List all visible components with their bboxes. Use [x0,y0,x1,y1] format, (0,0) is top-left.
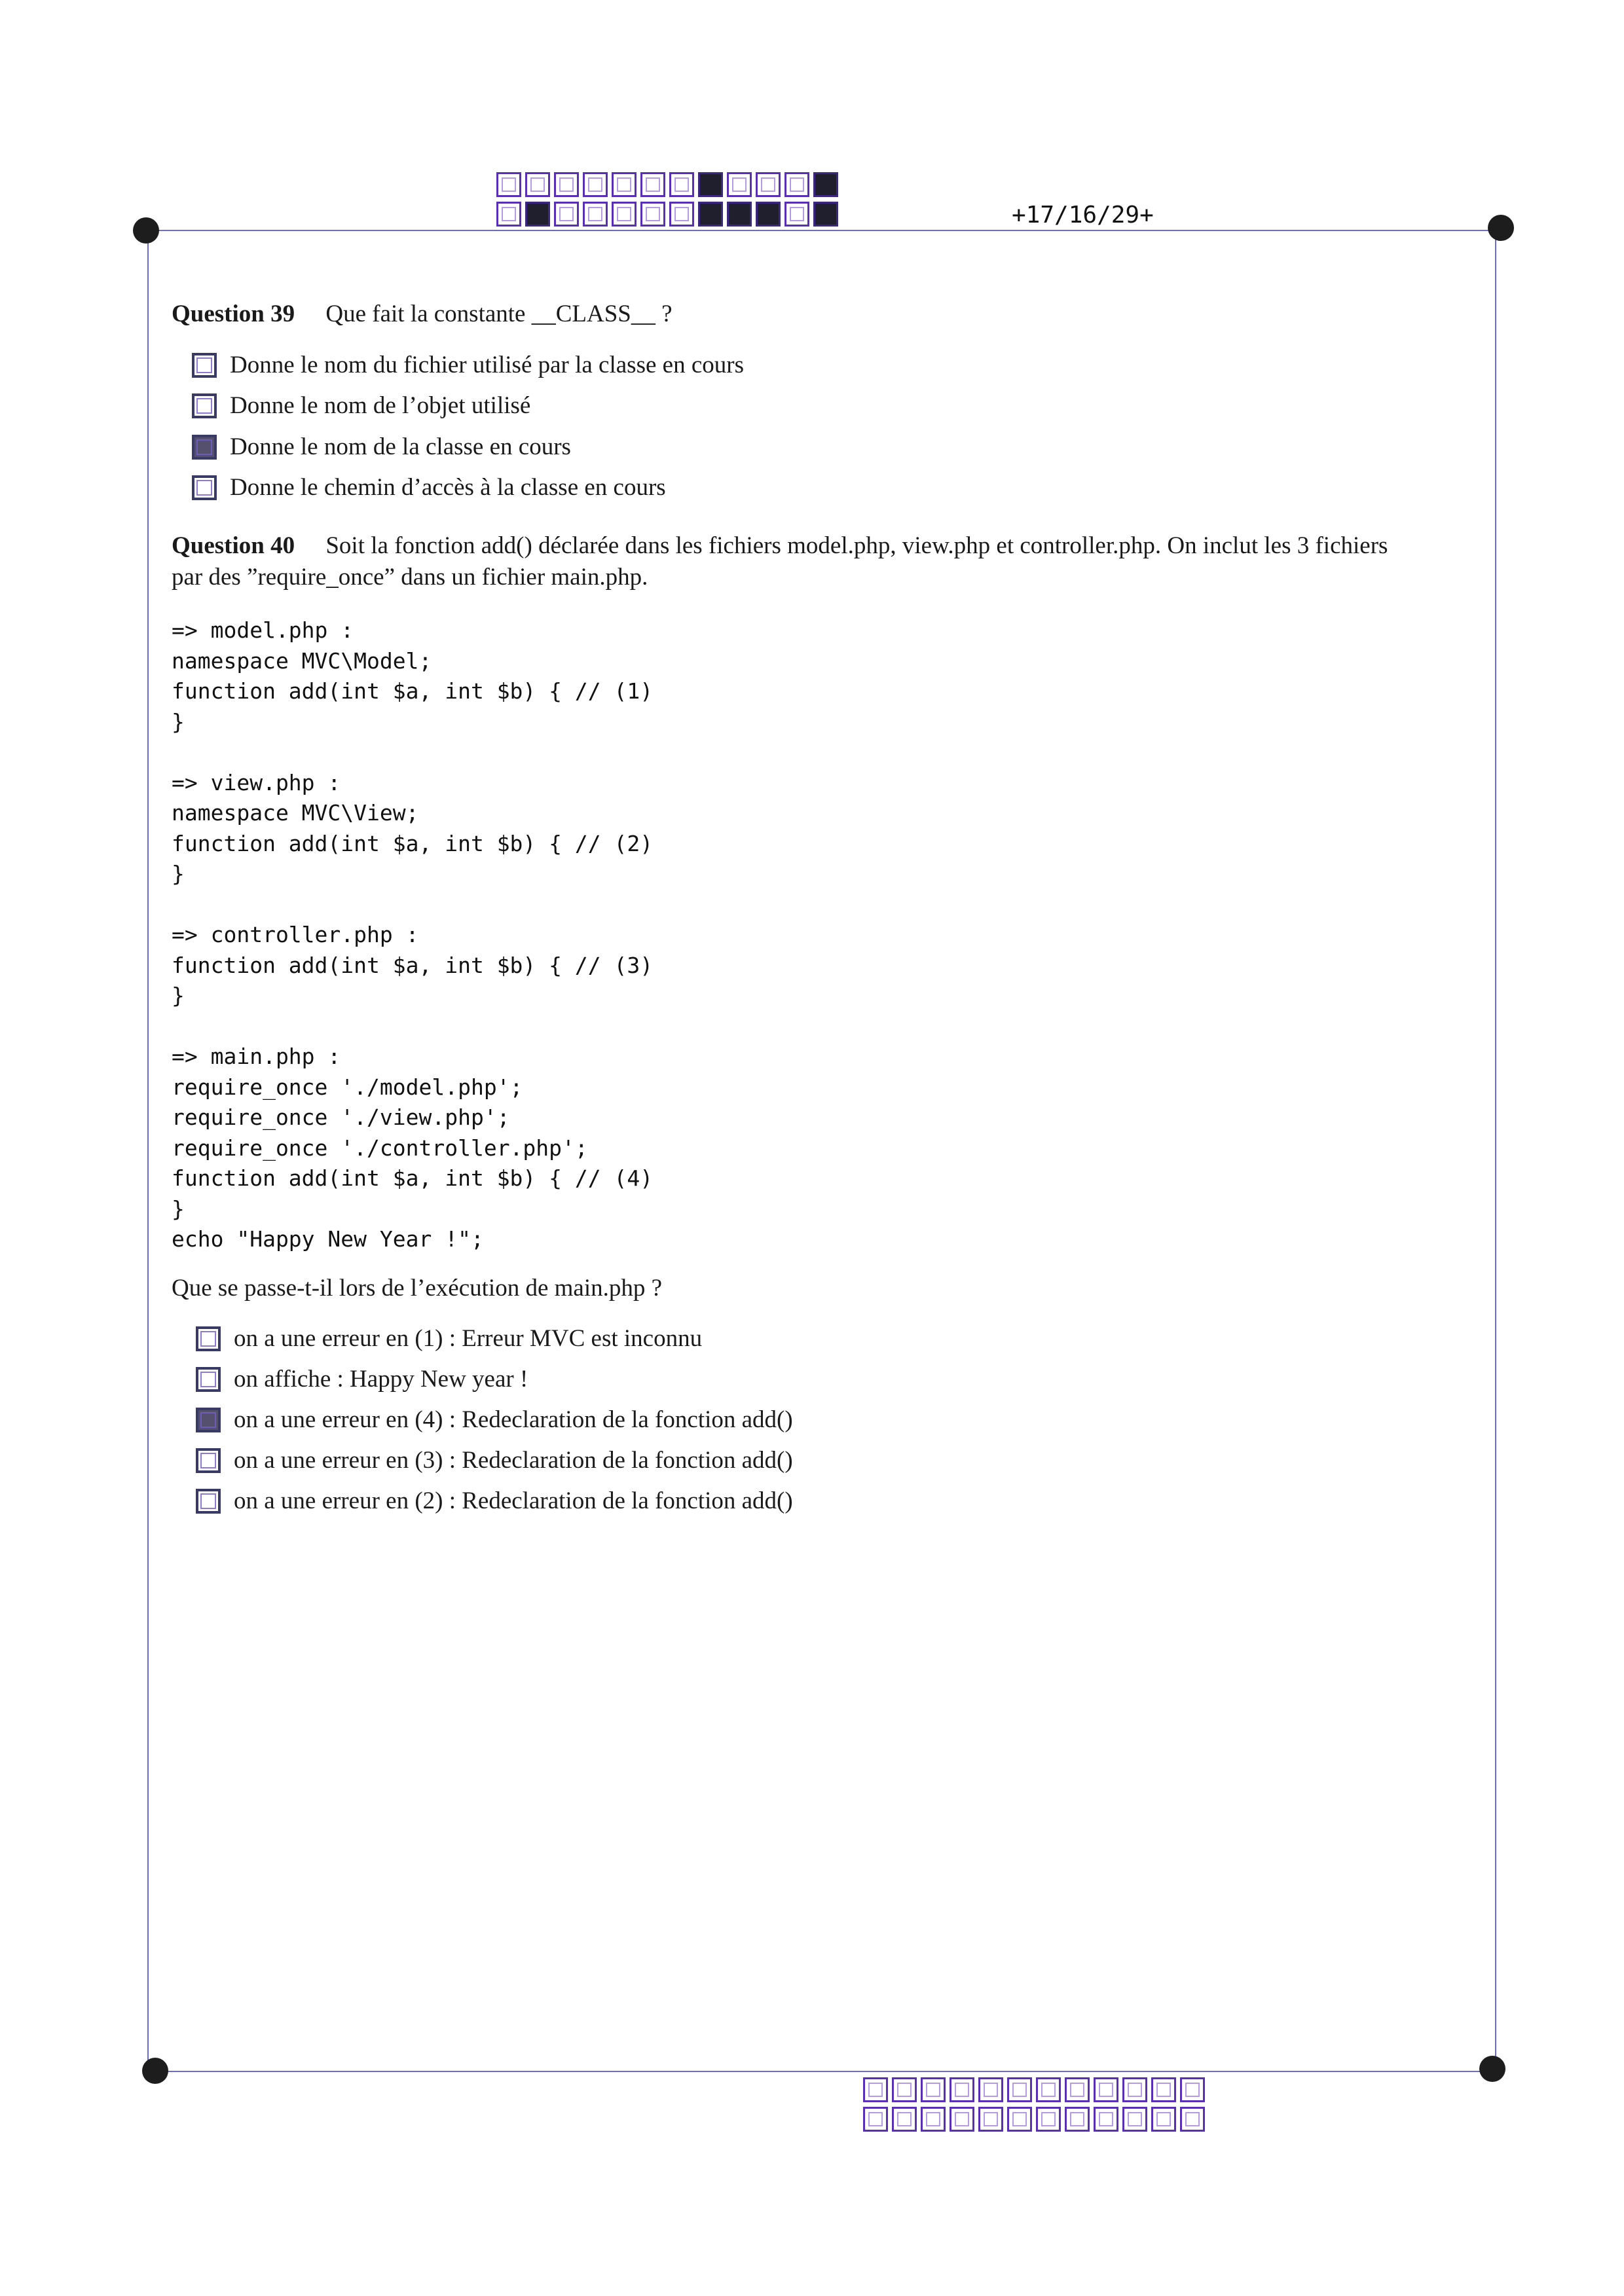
bottom-code-cell [950,2077,974,2102]
question-40-prompt: Que se passe-t-il lors de l’exécution de main.php ? [172,1275,663,1302]
q40-answer-5-text: on a une erreur en (2) : Redeclaration de la fonction add() [234,1487,793,1514]
q39-checkbox-1[interactable] [192,353,217,378]
page-id: +17/16/29+ [1012,202,1154,228]
q40-answer-5[interactable] [196,1487,793,1515]
top-code-cell [784,172,809,197]
question-40-text-line-1: Soit la fonction add() déclarée dans les fichiers model.php, view.php et controller.php. On inclut les 3 fichiers [325,532,1388,559]
top-code-cell [554,172,579,197]
top-code-cell [583,172,608,197]
bottom-code-cell [1151,2077,1176,2102]
top-code-cell [525,172,550,197]
q40-answer-4[interactable] [196,1446,793,1474]
bottom-code-cell [1065,2077,1090,2102]
q39-answer-1-text: Donne le nom du fichier utilisé par la classe en cours [230,352,744,378]
q40-answer-4-text: on a une erreur en (3) : Redeclaration de la fonction add() [234,1447,793,1474]
top-code-cell [756,202,781,227]
q39-answer-1[interactable] [192,351,744,379]
bottom-code-cell [892,2077,917,2102]
frame-left-line [147,230,149,2071]
q40-checkbox-1[interactable] [196,1326,221,1351]
top-code-cell [640,172,665,197]
question-40-code-block: => model.php : namespace MVC\Model; function add(int $a, int $b) { // (1) } => view.php : namespace MVC\View; function add(int $a, int $b) { // (2) } => controller.php : function add(int $a, int $b) { // (3) } => main.php : require_once './model.php'; require_once './view.php'; require_once './controller.php'; function add(int $a, int $b) { // (4) } echo "Happy New Year !"; [172,617,654,1252]
question-39-label: Question 39 [172,301,295,327]
bottom-code-cell [1180,2077,1205,2102]
question-39-text: Que fait la constante __CLASS__ ? [325,301,673,327]
q39-checkbox-3[interactable] [192,435,217,460]
top-code-cell [554,202,579,227]
top-code-cell [756,172,781,197]
frame-right-line [1495,230,1496,2071]
bottom-code-row-1 [863,2077,1209,2102]
bottom-code-cell [1007,2107,1032,2132]
bottom-code-cell [1122,2077,1147,2102]
top-code-cell [612,202,637,227]
question-39-header [172,300,673,328]
bottom-code-cell [1094,2077,1118,2102]
top-code-cell [698,202,723,227]
top-code-cell [698,172,723,197]
top-code-cell [525,202,550,227]
top-code-cell [669,172,694,197]
bottom-code-cell [863,2107,888,2132]
top-code-row-1 [496,172,842,197]
question-40-header [172,532,1388,560]
bottom-code-cell [1007,2077,1032,2102]
frame-bottom-line [155,2071,1490,2072]
q40-answer-2[interactable] [196,1365,528,1393]
question-40-label: Question 40 [172,532,295,559]
q39-answer-4-text: Donne le chemin d’accès à la classe en cours [230,474,666,501]
q39-answer-3[interactable] [192,433,571,461]
bottom-code-cell [1065,2107,1090,2132]
q39-answer-3-text: Donne le nom de la classe en cours [230,433,571,460]
q40-checkbox-3[interactable] [196,1408,221,1432]
q40-answer-2-text: on affiche : Happy New year ! [234,1366,528,1393]
top-code-cell [612,172,637,197]
q40-answer-1[interactable] [196,1324,702,1353]
frame-top-line [145,230,1501,231]
top-code-cell [727,172,752,197]
bottom-code-cell [863,2077,888,2102]
top-code-cell [784,202,809,227]
bottom-code-cell [978,2077,1003,2102]
q40-answer-3-text: on a une erreur en (4) : Redeclaration de la fonction add() [234,1406,793,1433]
q39-answer-2-text: Donne le nom de l’objet utilisé [230,392,531,419]
bottom-code-cell [1036,2107,1061,2132]
bottom-code-cell [950,2107,974,2132]
top-code-cell [813,172,838,197]
bottom-code-cell [978,2107,1003,2132]
corner-marker-bottom-left [142,2058,168,2084]
bottom-code-cell [1036,2077,1061,2102]
q40-checkbox-5[interactable] [196,1489,221,1514]
bottom-code-cell [892,2107,917,2132]
top-code-cell [583,202,608,227]
top-code-cell [669,202,694,227]
top-code-cell [496,172,521,197]
bottom-code-row-2 [863,2107,1209,2132]
top-code-cell [640,202,665,227]
corner-marker-top-right [1488,215,1514,241]
q40-answer-3[interactable] [196,1406,793,1434]
q40-checkbox-4[interactable] [196,1448,221,1473]
bottom-code-cell [1094,2107,1118,2132]
bottom-code-cell [921,2077,946,2102]
bottom-code-cell [1122,2107,1147,2132]
bottom-code-cell [1180,2107,1205,2132]
top-code-row-2 [496,202,842,227]
top-code-cell [813,202,838,227]
q39-answer-2[interactable] [192,392,530,420]
q40-checkbox-2[interactable] [196,1367,221,1392]
corner-marker-top-left [133,217,159,244]
bottom-code-cell [921,2107,946,2132]
q39-checkbox-4[interactable] [192,475,217,500]
bottom-code-cell [1151,2107,1176,2132]
corner-marker-bottom-right [1479,2056,1505,2082]
question-40-text-line-2: par des ”require_once” dans un fichier main.php. [172,564,648,591]
top-code-cell [727,202,752,227]
q39-answer-4[interactable] [192,473,666,501]
q40-answer-1-text: on a une erreur en (1) : Erreur MVC est inconnu [234,1325,703,1352]
top-code-cell [496,202,521,227]
q39-checkbox-2[interactable] [192,393,217,418]
